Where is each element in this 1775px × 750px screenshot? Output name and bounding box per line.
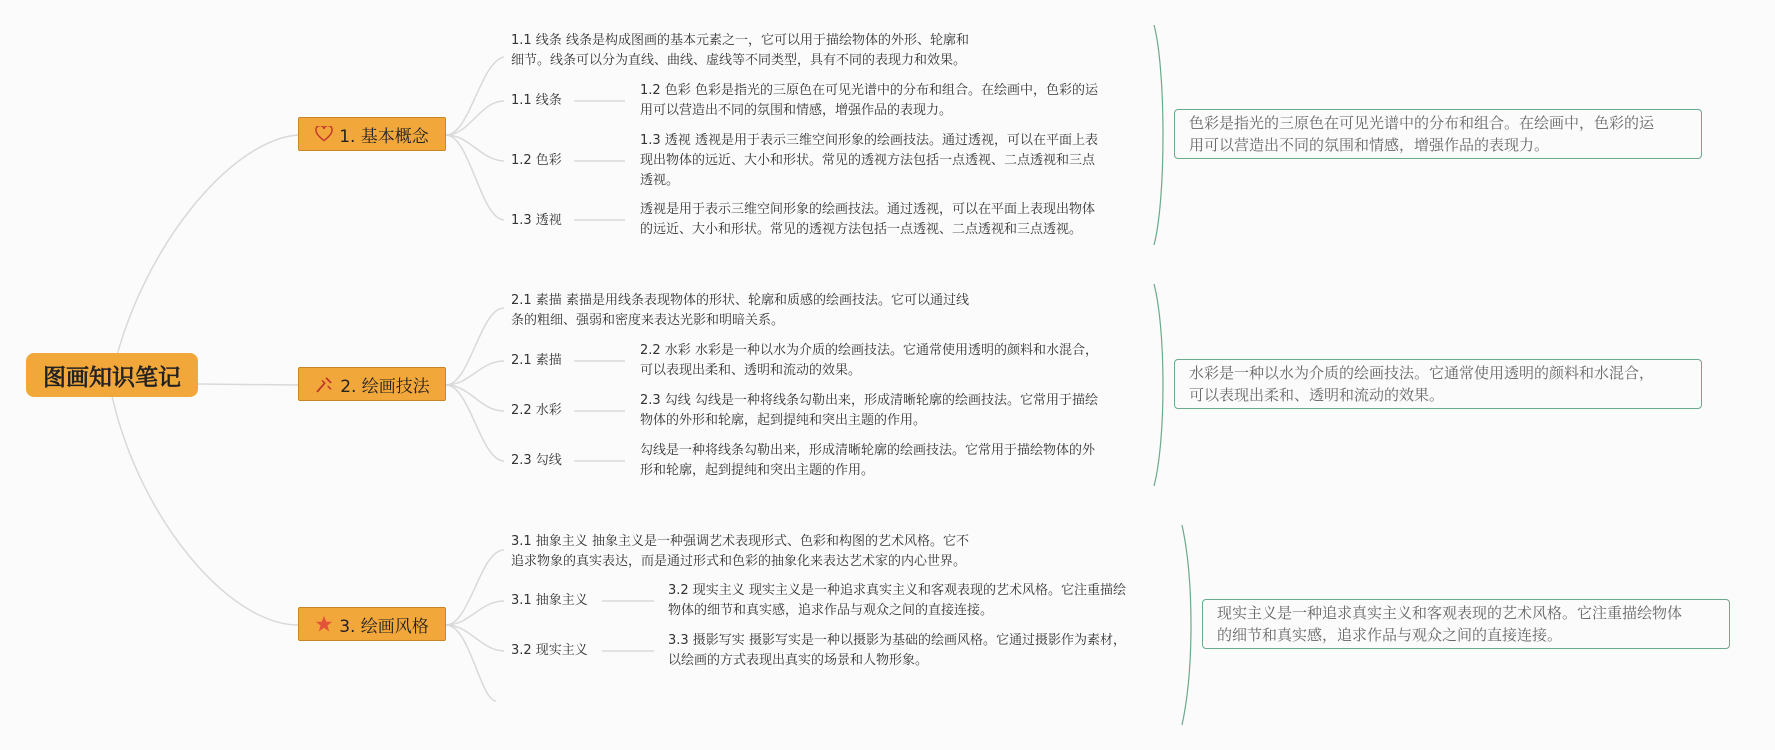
item-desc-watercolor: 2.3 勾线 勾线是一种将线条勾勒出来，形成清晰轮廓的绘画技法。它常用于描绘 物体的外形和轮廓，起到提纯和突出主题的作用。 xyxy=(640,393,1098,428)
item-label-perspective[interactable]: 1.3 透视 xyxy=(511,213,562,228)
item-label-sketch[interactable]: 2.1 素描 xyxy=(511,353,562,368)
item-label-lines[interactable]: 1.1 线条 xyxy=(511,93,562,108)
branch-painting-styles[interactable] xyxy=(298,607,446,641)
item-desc-lining: 勾线是一种将线条勾勒出来，形成清晰轮廓的绘画技法。它常用于描绘物体的外 形和轮廓，起到提纯和突出主题的作用。 xyxy=(640,443,1096,478)
item-desc-perspective: 透视是用于表示三维空间形象的绘画技法。通过透视，可以在平面上表现出物体 的远近、大小和形状。常见的透视方法包括一点透视、二点透视和三点透视。 xyxy=(640,202,1096,237)
root-node[interactable] xyxy=(26,353,198,397)
note-basic-concepts: 色彩是指光的三原色在可见光谱中的分布和组合。在绘画中，色彩的运 用可以营造出不同的氛围和情感，增强作品的表现力。 xyxy=(1174,109,1702,159)
summary-painting-styles: 3.1 抽象主义 抽象主义是一种强调艺术表现形式、色彩和构图的艺术风格。它不 追求物象的真实表达，而是通过形式和色彩的抽象化来表达艺术家的内心世界。 xyxy=(511,534,969,569)
item-desc-sketch: 2.2 水彩 水彩是一种以水为介质的绘画技法。它通常使用透明的颜料和水混合， 可以表现出柔和、透明和流动的效果。 xyxy=(640,343,1098,378)
star-icon xyxy=(315,615,333,633)
summary-painting-techniques: 2.1 素描 素描是用线条表现物体的形状、轮廓和质感的绘画技法。它可以通过线 条的粗细、强弱和密度来表达光影和明暗关系。 xyxy=(511,293,969,328)
item-desc-realism: 3.3 摄影写实 摄影写实是一种以摄影为基础的绘画风格。它通过摄影作为素材， 以绘画的方式表现出真实的场景和人物形象。 xyxy=(668,633,1126,668)
note-painting-techniques: 水彩是一种以水为介质的绘画技法。它通常使用透明的颜料和水混合， 可以表现出柔和、透明和流动的效果。 xyxy=(1174,359,1702,409)
note-painting-styles: 现实主义是一种追求真实主义和客观表现的艺术风格。它注重描绘物体 的细节和真实感，追求作品与观众之间的直接连接。 xyxy=(1202,599,1730,649)
summary-basic-concepts: 1.1 线条 线条是构成图画的基本元素之一，它可以用于描绘物体的外形、轮廓和 细节。线条可以分为直线、曲线、虚线等不同类型，具有不同的表现力和效果。 xyxy=(511,33,969,68)
branch-basic-concepts[interactable] xyxy=(298,117,446,151)
item-desc-color: 1.3 透视 透视是用于表示三维空间形象的绘画技法。通过透视，可以在平面上表 现出物体的远近、大小和形状。常见的透视方法包括一点透视、二点透视和三点 透视。 xyxy=(640,133,1098,188)
item-desc-abstract: 3.2 现实主义 现实主义是一种追求真实主义和客观表现的艺术风格。它注重描绘 物体的细节和真实感，追求作品与观众之间的直接连接。 xyxy=(668,583,1126,618)
item-label-abstract[interactable]: 3.1 抽象主义 xyxy=(511,593,588,608)
root-label: 图画知识笔记 xyxy=(43,364,181,391)
item-label-watercolor[interactable]: 2.2 水彩 xyxy=(511,403,562,418)
branch-painting-techniques[interactable] xyxy=(298,367,446,401)
brush-icon xyxy=(314,375,334,393)
branch-label: 2. 绘画技法 xyxy=(340,376,430,397)
branch-label: 3. 绘画风格 xyxy=(339,616,429,637)
item-label-color[interactable]: 1.2 色彩 xyxy=(511,153,562,168)
item-label-realism[interactable]: 3.2 现实主义 xyxy=(511,643,588,658)
item-desc-lines: 1.2 色彩 色彩是指光的三原色在可见光谱中的分布和组合。在绘画中，色彩的运 用可以营造出不同的氛围和情感，增强作品的表现力。 xyxy=(640,83,1098,118)
heart-icon xyxy=(315,126,333,142)
item-label-lining[interactable]: 2.3 勾线 xyxy=(511,453,562,468)
branch-label: 1. 基本概念 xyxy=(339,126,429,147)
